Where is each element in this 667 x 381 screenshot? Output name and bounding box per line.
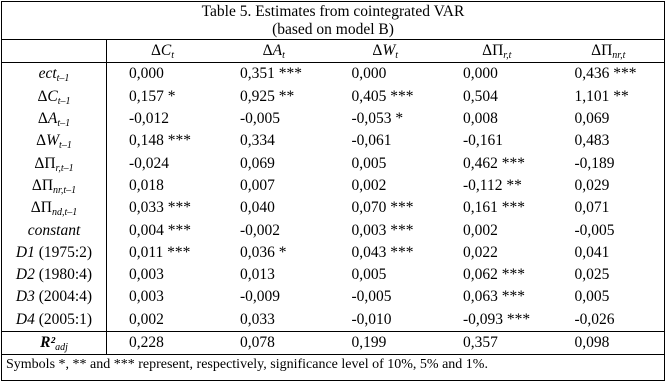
column-header-symbol: Δ [372,42,383,60]
table-cell: 0,029 [574,176,610,194]
table-cell: 1,101 ** [574,87,629,105]
column-header-variable: Π [601,42,613,60]
table-cell: 0,925 ** [240,87,295,105]
table-cell: -0,002 [240,221,281,239]
row-label [2,86,107,108]
column-header-variable: W [382,42,396,60]
row-label-suffix: (2005:1) [34,310,93,328]
table-caption [2,2,664,40]
adj-r2-row [2,331,664,354]
table-cell: 0,069 [240,154,275,172]
table-cell: 0,041 [574,243,610,261]
row-label-symbol: R² [40,334,56,351]
table-cell: 0,011 *** [129,243,191,261]
table-cell: 0,148 *** [129,132,191,150]
column-header-symbol: Δ [262,42,273,60]
column-header-subscript: t [282,50,285,62]
table-cell: 0,405 *** [351,87,414,105]
row-label-delta: Δ [31,176,42,194]
table-row [2,309,664,332]
row-label-suffix: (1975:2) [34,243,93,261]
table-cell: 0,063 *** [463,288,525,306]
column-header [107,40,219,63]
column-header-subscript: t [395,50,399,62]
column-header [330,40,442,63]
row-label-symbol: D2 [15,266,35,284]
table-cell: 0,069 [574,110,610,128]
row-label-suffix: (1980:4) [34,266,93,284]
table-cell: 0,436 *** [574,65,637,83]
column-header-subscript: r,t [503,50,512,62]
row-label-symbol: D4 [15,310,35,328]
row-label [2,309,107,332]
column-header-symbol: Δ [150,42,161,60]
row-label-symbol: Π [44,154,56,172]
table-cell: 0,003 [129,266,164,284]
column-header [553,40,665,63]
row-label-delta: Δ [34,154,45,172]
table-cell: 0,033 [240,310,275,328]
table-cell: 0,161 *** [463,199,525,217]
table-row [2,197,664,219]
table-cell: 0,334 [240,132,275,150]
table-cell: 0,008 [463,110,498,128]
row-label-subscript: t–1 [57,118,71,130]
table-cell: 0,357 [441,331,553,354]
table-cell: 0,000 [129,65,164,83]
row-label-symbol: A [47,110,58,128]
row-label-symbol: C [47,87,58,105]
table-row [2,219,664,241]
table-row [2,175,664,197]
row-label-symbol: Π [41,176,54,194]
row-label [2,331,107,354]
table-footnote: Symbols *, ** and *** represent, respectively, significance level of 10%, 5% and 1%. [6,357,488,373]
table-cell: 0,005 [351,266,387,284]
column-header [441,40,553,63]
row-label [2,197,107,219]
table-cell: 0,098 [553,331,665,354]
row-label [2,108,107,130]
column-header [218,40,330,63]
table-cell: 0,062 *** [463,266,525,284]
table-cell: -0,005 [351,288,392,306]
table-row [2,264,664,286]
column-header-variable: A [272,42,283,60]
row-label [2,175,107,197]
table-cell: 0,005 [351,154,387,172]
row-label-symbol: constant [27,221,81,239]
table-cell: -0,161 [463,132,504,150]
row-label [2,152,107,174]
table-cell: 0,043 *** [351,243,414,261]
table-cell: 0,040 [240,199,275,217]
table-cell: -0,189 [574,154,615,172]
table-cell: -0,053 * [351,110,404,128]
row-label-symbol: D3 [15,288,35,306]
row-label-suffix: (2004:4) [34,288,93,306]
row-label-delta: Δ [30,199,41,217]
table-cell: -0,009 [240,288,281,306]
table-cell: 0,007 [240,176,275,194]
table-cell: -0,093 *** [463,310,531,328]
table-cell: 0,000 [463,65,498,83]
table-cell: -0,005 [574,221,615,239]
table-cell: 0,003 *** [351,221,414,239]
table-cell: 0,078 [218,331,330,354]
table-row [2,152,664,174]
table-cell: 0,071 [574,199,610,217]
row-label-symbol: ect [38,65,57,83]
table-cell: 0,004 *** [129,221,191,239]
table-cell: 0,036 * [240,243,287,261]
table-cell: -0,005 [240,110,281,128]
column-header-subscript: nr,t [612,50,626,62]
row-label-subscript: t–1 [59,140,72,152]
row-label [2,286,107,308]
table-cell: 0,013 [240,266,275,284]
table-cell: -0,026 [574,310,615,328]
table-cell: 0,483 [574,132,610,150]
table-cell: 0,002 [351,176,387,194]
table-cell: 0,003 [129,288,164,306]
table-cell: 0,228 [107,331,219,354]
table-title: Table 5. Estimates from cointegrated VAR [201,3,465,20]
estimates-table [2,40,664,355]
row-label-symbol: Π [40,199,52,217]
table-cell: -0,012 [129,110,170,128]
table-cell: -0,061 [351,132,392,150]
column-header-symbol: Δ [482,42,493,60]
table-cell: -0,010 [351,310,392,328]
table-cell: 0,005 [574,288,610,306]
header-corner [2,40,107,63]
row-label-subscript: t–1 [56,73,70,85]
table-subtitle: (based on model B) [272,21,394,38]
table-cell: 0,022 [463,243,498,261]
table-cell: 0,000 [351,65,387,83]
row-label-subscript: adj [55,342,68,353]
column-header-variable: Π [492,42,504,60]
column-header-variable: C [160,42,172,60]
table-cell: 0,199 [330,331,442,354]
header-row [2,40,664,63]
table-cell: 0,033 *** [129,199,191,217]
row-label [2,63,107,86]
table-row [2,130,664,152]
table-cell: 0,351 *** [240,65,302,83]
table-row [2,63,664,86]
table-cell: -0,112 ** [463,176,522,194]
table-row [2,86,664,108]
table-cell: 0,002 [129,310,164,328]
table-cell: 0,462 *** [463,154,525,172]
table-cell: 0,157 * [129,87,176,105]
table-row [2,242,664,264]
row-label-subscript: r,t–1 [55,162,74,174]
row-label-subscript: nd,t–1 [51,207,78,219]
row-label-subscript: t–1 [57,95,71,107]
row-label-delta: Δ [37,87,48,105]
table-cell: 0,070 *** [351,199,414,217]
row-label [2,264,107,286]
row-label-subscript: nr,t–1 [53,184,77,196]
row-label-delta: Δ [36,132,47,150]
row-label [2,219,107,241]
table-row [2,108,664,130]
row-label-symbol: W [46,132,60,150]
table-cell: 0,002 [463,221,498,239]
estimates-table-container [1,1,665,381]
column-header-symbol: Δ [591,42,602,60]
row-label [2,130,107,152]
table-cell: 0,018 [129,176,164,194]
column-header-subscript: t [171,50,175,62]
table-cell: -0,024 [129,154,170,172]
row-label [2,242,107,264]
row-label-symbol: D1 [15,243,35,261]
table-cell: 0,504 [463,87,498,105]
row-label-delta: Δ [37,110,48,128]
table-row [2,286,664,308]
table-cell: 0,025 [574,266,610,284]
